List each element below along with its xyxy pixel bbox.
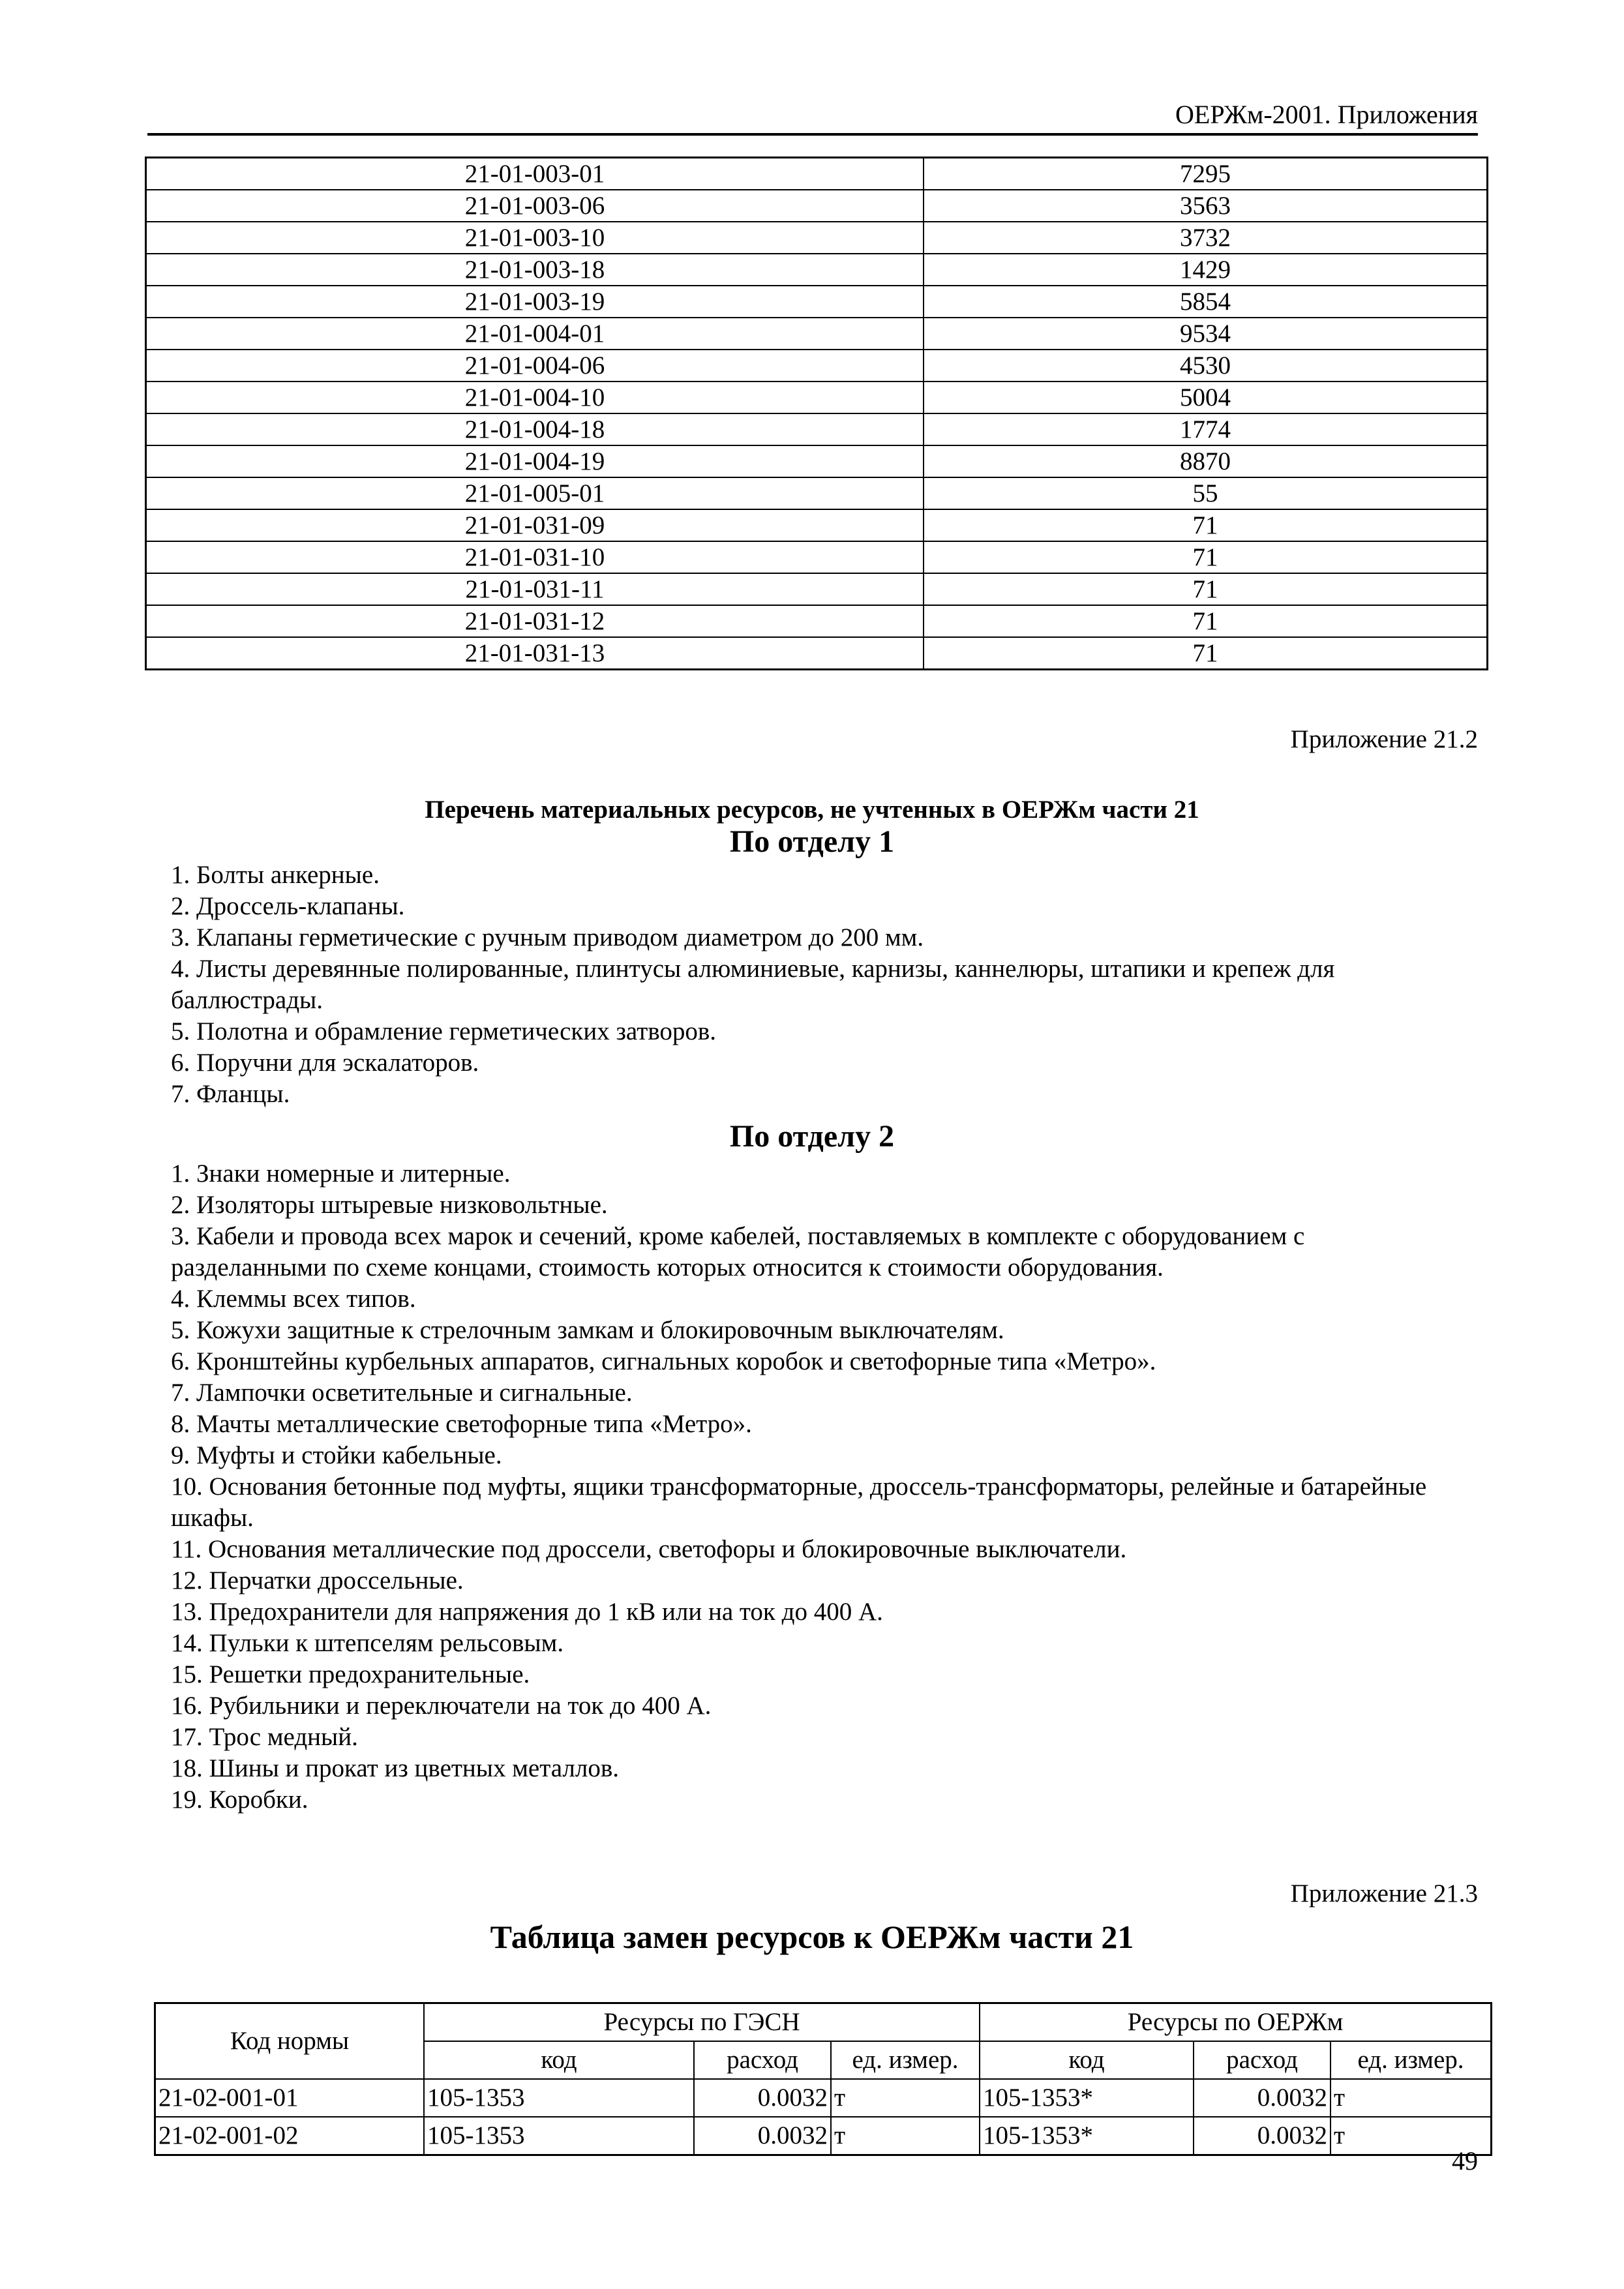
table-row (146, 541, 1488, 573)
section-2-heading: По отделу 2 (729, 1119, 895, 1154)
table-row (146, 158, 1488, 190)
gesn-unit-cell: т (831, 2079, 980, 2117)
section-1-heading: По отделу 1 (729, 824, 895, 859)
gesn-code-header: код (424, 2041, 694, 2079)
gesn-code-cell: 105-1353 (424, 2079, 694, 2117)
norm-code-cell: 21-01-005-01 (146, 477, 924, 509)
norm-code-cell: 21-01-004-19 (146, 445, 924, 477)
table-row (146, 477, 1488, 509)
list-item: 2. Изоляторы штыревые низковольтные. (171, 1191, 608, 1219)
section-2-list (171, 1158, 1456, 1816)
table-row (155, 2117, 1492, 2155)
list-item: 4. Клеммы всех типов. (171, 1285, 416, 1313)
norm-code-cell: 21-01-031-12 (146, 605, 924, 637)
replacement-table-title: Таблица замен ресурсов к ОЕРЖм части 21 (490, 1919, 1134, 1955)
value-cell: 8870 (924, 445, 1488, 477)
gesn-rate-cell: 0.0032 (694, 2079, 831, 2117)
norm-code-cell: 21-01-003-18 (146, 254, 924, 286)
list-item: 4. Листы деревянные полированные, плинтусы алюминиевые, карнизы, каннелюры, штапики и крепеж для баллюстрады. (171, 955, 1335, 1014)
value-cell: 71 (924, 605, 1488, 637)
list-item: 11. Основания металлические под дроссели, светофоры и блокировочные выключатели. (171, 1535, 1127, 1563)
section-1-list (171, 860, 1456, 1110)
list-item: 5. Кожухи защитные к стрелочным замкам и блокировочным выключателям. (171, 1316, 1004, 1344)
table-row (146, 509, 1488, 541)
norm-code-cell: 21-02-001-01 (155, 2079, 425, 2117)
list-item: 9. Муфты и стойки кабельные. (171, 1441, 502, 1469)
table-row (146, 382, 1488, 413)
list-item: 1. Знаки номерные и литерные. (171, 1159, 511, 1188)
list-item: 2. Дроссель-клапаны. (171, 892, 405, 920)
oerzhm-rate-cell: 0.0032 (1194, 2117, 1331, 2155)
list-item: 6. Поручни для эскалаторов. (171, 1049, 479, 1077)
oerzhm-code-cell: 105-1353* (980, 2079, 1194, 2117)
value-cell: 1774 (924, 413, 1488, 445)
norm-code-cell: 21-01-004-18 (146, 413, 924, 445)
norm-code-cell: 21-01-003-19 (146, 286, 924, 318)
list-item: 3. Кабели и провода всех марок и сечений, кроме кабелей, поставляемых в комплекте с оборудованием с разделанными по схеме концами, стоимость которых относится к стоимости оборудования. (171, 1222, 1305, 1281)
table-row (146, 318, 1488, 350)
value-cell: 5854 (924, 286, 1488, 318)
table-row (146, 350, 1488, 382)
oerzhm-rate-cell: 0.0032 (1194, 2079, 1331, 2117)
norm-code-cell: 21-02-001-02 (155, 2117, 425, 2155)
value-cell: 71 (924, 637, 1488, 670)
list-item: 18. Шины и прокат из цветных металлов. (171, 1754, 619, 1782)
oerzhm-code-cell: 105-1353* (980, 2117, 1194, 2155)
oerzhm-unit-cell: т (1331, 2079, 1492, 2117)
appendix-21-2-label: Приложение 21.2 (1290, 725, 1478, 753)
page-header (147, 99, 1478, 136)
list-item: 13. Предохранители для напряжения до 1 кВ или на ток до 400 А. (171, 1598, 883, 1626)
gesn-unit-cell: т (831, 2117, 980, 2155)
list-item: 8. Мачты металлические светофорные типа «Метро». (171, 1410, 752, 1438)
norm-code-cell: 21-01-004-06 (146, 350, 924, 382)
norm-code-cell: 21-01-031-10 (146, 541, 924, 573)
list-item: 5. Полотна и обрамление герметических затворов. (171, 1017, 717, 1045)
appendix-21-3-label: Приложение 21.3 (1290, 1879, 1478, 1908)
gesn-rate-header: расход (694, 2041, 831, 2079)
oerzhm-unit-header: ед. измер. (1331, 2041, 1492, 2079)
list-item: 14. Пульки к штепселям рельсовым. (171, 1629, 564, 1657)
header-title: ОЕРЖм-2001. Приложения (1175, 100, 1478, 129)
norm-code-cell: 21-01-031-09 (146, 509, 924, 541)
norm-code-cell: 21-01-031-13 (146, 637, 924, 670)
value-cell: 71 (924, 541, 1488, 573)
value-cell: 9534 (924, 318, 1488, 350)
table-row (146, 413, 1488, 445)
table-row (146, 605, 1488, 637)
list-item: 3. Клапаны герметические с ручным приводом диаметром до 200 мм. (171, 923, 924, 951)
oerzhm-group-header: Ресурсы по ОЕРЖм (980, 2003, 1492, 2042)
table-row (146, 190, 1488, 222)
gesn-group-header: Ресурсы по ГЭСН (424, 2003, 980, 2042)
value-cell: 3732 (924, 222, 1488, 254)
gesn-code-cell: 105-1353 (424, 2117, 694, 2155)
norm-code-cell: 21-01-031-11 (146, 573, 924, 605)
value-cell: 55 (924, 477, 1488, 509)
list-item: 7. Лампочки осветительные и сигнальные. (171, 1379, 633, 1407)
norm-code-cell: 21-01-003-10 (146, 222, 924, 254)
col-code-header: Код нормы (155, 2003, 425, 2080)
table-row (146, 222, 1488, 254)
table-row (146, 445, 1488, 477)
norm-code-cell: 21-01-004-10 (146, 382, 924, 413)
table-row (155, 2079, 1492, 2117)
value-cell: 7295 (924, 158, 1488, 190)
list-item: 19. Коробки. (171, 1786, 308, 1814)
norm-code-cell: 21-01-004-01 (146, 318, 924, 350)
oerzhm-code-header: код (980, 2041, 1194, 2079)
resource-replacement-table (154, 2002, 1492, 2156)
page-number: 49 (1452, 2146, 1478, 2176)
gesn-unit-header: ед. измер. (831, 2041, 980, 2079)
norm-code-cell: 21-01-003-06 (146, 190, 924, 222)
value-cell: 1429 (924, 254, 1488, 286)
gesn-rate-cell: 0.0032 (694, 2117, 831, 2155)
table-row (146, 254, 1488, 286)
value-cell: 4530 (924, 350, 1488, 382)
list-item: 1. Болты анкерные. (171, 861, 380, 889)
value-cell: 71 (924, 509, 1488, 541)
code-value-table (145, 157, 1488, 670)
table-row (146, 637, 1488, 670)
table-row (146, 286, 1488, 318)
table-row (146, 573, 1488, 605)
list-item: 15. Решетки предохранительные. (171, 1660, 530, 1688)
list-item: 12. Перчатки дроссельные. (171, 1566, 464, 1594)
list-item: 6. Кронштейны курбельных аппаратов, сигнальных коробок и светофорные типа «Метро». (171, 1347, 1156, 1375)
value-cell: 3563 (924, 190, 1488, 222)
oerzhm-rate-header: расход (1194, 2041, 1331, 2079)
value-cell: 5004 (924, 382, 1488, 413)
list-item: 10. Основания бетонные под муфты, ящики трансформаторные, дроссель-трансформаторы, релейные и батарейные шкафы. (171, 1473, 1427, 1532)
list-item: 16. Рубильники и переключатели на ток до 400 А. (171, 1692, 712, 1720)
oerzhm-unit-cell: т (1331, 2117, 1492, 2155)
list-item: 7. Фланцы. (171, 1080, 290, 1108)
list-item: 17. Трос медный. (171, 1723, 358, 1751)
norm-code-cell: 21-01-003-01 (146, 158, 924, 190)
value-cell: 71 (924, 573, 1488, 605)
materials-list-subtitle: Перечень материальных ресурсов, не учтенных в ОЕРЖм части 21 (425, 796, 1199, 824)
